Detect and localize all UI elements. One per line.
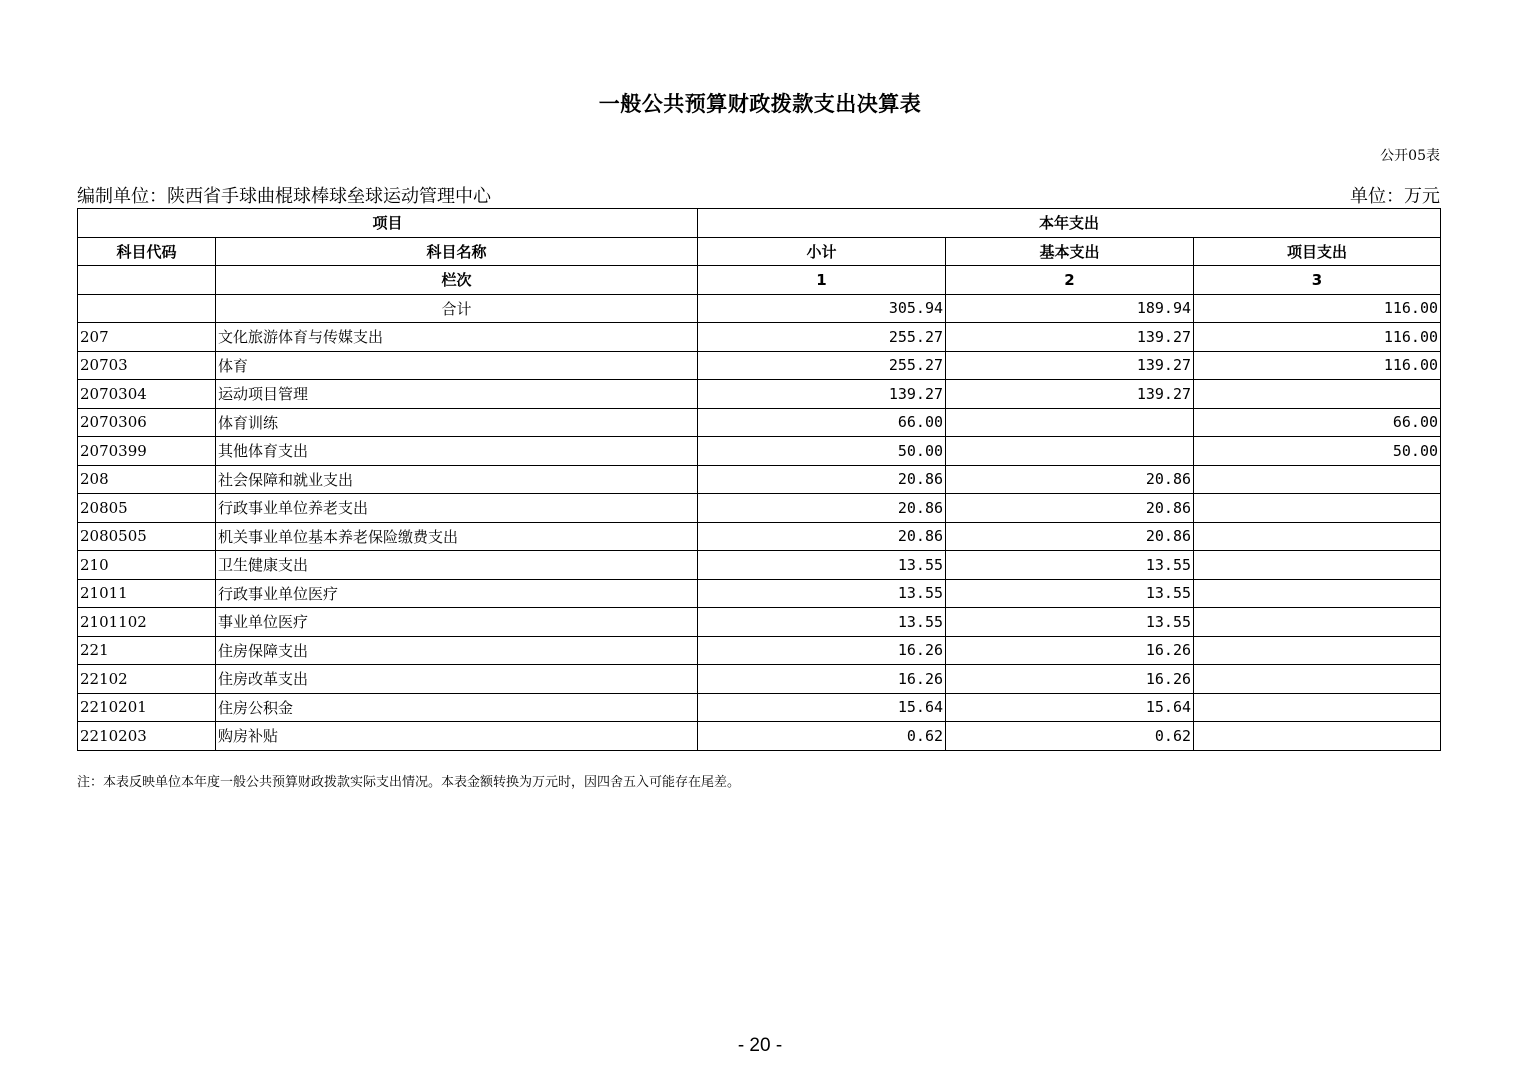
row-basic: 13.55 <box>946 551 1194 580</box>
table-row <box>78 722 1441 751</box>
row-basic: 0.62 <box>946 722 1194 751</box>
row-basic: 16.26 <box>946 636 1194 665</box>
row-code: 210 <box>78 551 216 580</box>
row-code: 20805 <box>78 494 216 523</box>
row-code: 21011 <box>78 579 216 608</box>
row-code: 2101102 <box>78 608 216 637</box>
row-name: 体育 <box>216 351 698 380</box>
row-subtotal: 50.00 <box>698 437 946 466</box>
header-row-1 <box>78 209 1441 238</box>
table-row <box>78 522 1441 551</box>
row-subtotal: 20.86 <box>698 465 946 494</box>
row-basic: 15.64 <box>946 693 1194 722</box>
row-name: 行政事业单位医疗 <box>216 579 698 608</box>
row-code: 2080505 <box>78 522 216 551</box>
row-basic <box>946 437 1194 466</box>
row-code: 208 <box>78 465 216 494</box>
row-subtotal: 16.26 <box>698 636 946 665</box>
row-subtotal: 13.55 <box>698 608 946 637</box>
row-project: 50.00 <box>1194 437 1441 466</box>
row-code: 221 <box>78 636 216 665</box>
currency-unit: 单位：万元 <box>1350 186 1440 207</box>
column-index-label: 栏次 <box>216 266 698 295</box>
row-name: 社会保障和就业支出 <box>216 465 698 494</box>
header-code: 科目代码 <box>78 237 216 266</box>
row-code: 20703 <box>78 351 216 380</box>
row-basic: 139.27 <box>946 323 1194 352</box>
row-project <box>1194 494 1441 523</box>
table-row <box>78 408 1441 437</box>
total-code <box>78 294 216 323</box>
row-code: 207 <box>78 323 216 352</box>
expenditure-table <box>77 208 1441 751</box>
row-name: 运动项目管理 <box>216 380 698 409</box>
row-project: 66.00 <box>1194 408 1441 437</box>
column-index-2: 2 <box>946 266 1194 295</box>
column-index-3: 3 <box>1194 266 1441 295</box>
total-project: 116.00 <box>1194 294 1441 323</box>
compiling-unit: 编制单位：陕西省手球曲棍球棒球垒球运动管理中心 <box>77 186 491 207</box>
row-name: 行政事业单位养老支出 <box>216 494 698 523</box>
header-basic: 基本支出 <box>946 237 1194 266</box>
header-project: 项目 <box>78 209 698 238</box>
row-project <box>1194 579 1441 608</box>
column-index-row <box>78 266 1441 295</box>
row-subtotal: 13.55 <box>698 579 946 608</box>
total-label: 合计 <box>216 294 698 323</box>
row-basic: 20.86 <box>946 522 1194 551</box>
row-basic: 139.27 <box>946 380 1194 409</box>
row-project <box>1194 665 1441 694</box>
table-row <box>78 437 1441 466</box>
row-code: 22102 <box>78 665 216 694</box>
row-name: 文化旅游体育与传媒支出 <box>216 323 698 352</box>
row-subtotal: 20.86 <box>698 494 946 523</box>
table-note: 注：本表反映单位本年度一般公共预算财政拨款实际支出情况。本表金额转换为万元时，因四舍五入可能存在尾差。 <box>77 775 741 790</box>
row-name: 其他体育支出 <box>216 437 698 466</box>
row-subtotal: 20.86 <box>698 522 946 551</box>
row-subtotal: 15.64 <box>698 693 946 722</box>
total-basic: 189.94 <box>946 294 1194 323</box>
row-basic: 16.26 <box>946 665 1194 694</box>
unit-info-row <box>77 182 1440 208</box>
row-project <box>1194 693 1441 722</box>
row-name: 住房保障支出 <box>216 636 698 665</box>
table-number: 公开05表 <box>1380 148 1440 164</box>
row-basic: 20.86 <box>946 494 1194 523</box>
row-basic: 13.55 <box>946 608 1194 637</box>
header-subtotal: 小计 <box>698 237 946 266</box>
row-subtotal: 13.55 <box>698 551 946 580</box>
row-name: 事业单位医疗 <box>216 608 698 637</box>
table-row <box>78 551 1441 580</box>
row-code: 2070399 <box>78 437 216 466</box>
page-number: - 20 - <box>737 1035 783 1056</box>
row-subtotal: 139.27 <box>698 380 946 409</box>
row-project <box>1194 608 1441 637</box>
row-project <box>1194 551 1441 580</box>
row-project <box>1194 380 1441 409</box>
row-subtotal: 16.26 <box>698 665 946 694</box>
header-current-year: 本年支出 <box>698 209 1441 238</box>
row-name: 住房公积金 <box>216 693 698 722</box>
row-subtotal: 255.27 <box>698 323 946 352</box>
document-title: 一般公共预算财政拨款支出决算表 <box>598 92 922 116</box>
column-index-1: 1 <box>698 266 946 295</box>
column-index-empty <box>78 266 216 295</box>
header-name: 科目名称 <box>216 237 698 266</box>
table-row <box>78 608 1441 637</box>
row-project <box>1194 722 1441 751</box>
total-row <box>78 294 1441 323</box>
table-row <box>78 465 1441 494</box>
row-basic <box>946 408 1194 437</box>
row-name: 购房补贴 <box>216 722 698 751</box>
table-row <box>78 351 1441 380</box>
row-project <box>1194 465 1441 494</box>
row-subtotal: 66.00 <box>698 408 946 437</box>
table-row <box>78 693 1441 722</box>
row-basic: 20.86 <box>946 465 1194 494</box>
table-row <box>78 494 1441 523</box>
row-basic: 13.55 <box>946 579 1194 608</box>
row-project: 116.00 <box>1194 351 1441 380</box>
row-name: 体育训练 <box>216 408 698 437</box>
header-row-2 <box>78 237 1441 266</box>
table-row <box>78 579 1441 608</box>
table-row <box>78 665 1441 694</box>
row-name: 卫生健康支出 <box>216 551 698 580</box>
row-code: 2070304 <box>78 380 216 409</box>
row-project: 116.00 <box>1194 323 1441 352</box>
row-project <box>1194 522 1441 551</box>
header-project-exp: 项目支出 <box>1194 237 1441 266</box>
total-subtotal: 305.94 <box>698 294 946 323</box>
row-code: 2210201 <box>78 693 216 722</box>
row-project <box>1194 636 1441 665</box>
row-basic: 139.27 <box>946 351 1194 380</box>
table-row <box>78 380 1441 409</box>
row-name: 机关事业单位基本养老保险缴费支出 <box>216 522 698 551</box>
row-code: 2210203 <box>78 722 216 751</box>
row-subtotal: 255.27 <box>698 351 946 380</box>
row-code: 2070306 <box>78 408 216 437</box>
row-subtotal: 0.62 <box>698 722 946 751</box>
table-row <box>78 323 1441 352</box>
table-row <box>78 636 1441 665</box>
row-name: 住房改革支出 <box>216 665 698 694</box>
